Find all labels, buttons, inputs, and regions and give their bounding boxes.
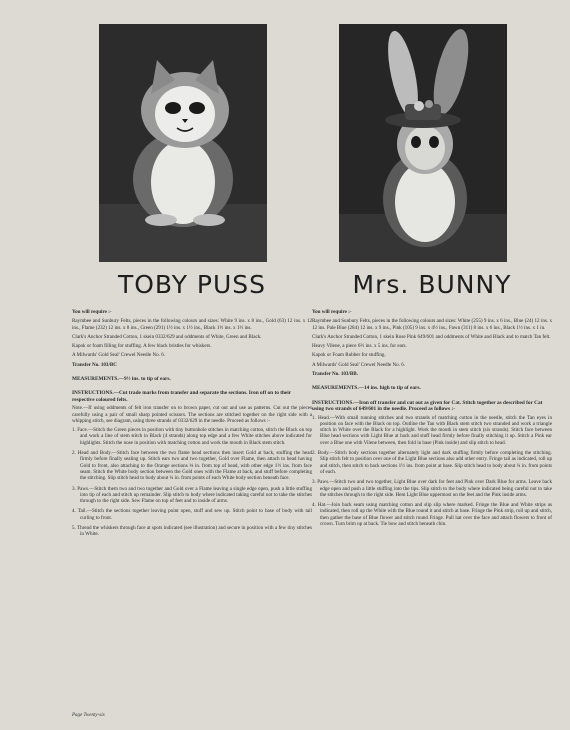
step-tail: 4. Tail.—Stitch the sections together leaving point open, stuff and sew up. Stitch point to base of body with tail curling to front. xyxy=(72,508,312,521)
step-head-body: 2. Head and Body.—Stitch face between the two flame head sections then insert Gold at back, stuffing the head firmly before finally sealing up. Stitch ears two and two together, Gold over Flame, then attach to head having Gold to front, also attaching to the Orange sections ⅛ in. from top of head, with other edge 1½ ins. from face seam. Stitch the White body section between the Gold ones with the Flame at back, and stuff before completing the stitching. Slip stitch head to body about ¼ in. from points of each White body section beneath face. xyxy=(72,450,312,482)
materials-transfer: Transfer No. 103/BB. xyxy=(312,371,358,378)
page-number: Page Twenty-six xyxy=(72,713,105,718)
step-paws: 3. Paws.—Stitch them two and two together and Gold over a Flame leaving a single edge open, push a little stuffing into tip of each and stitch up remainder. Slip stitch to body where indicated taking careful not to take the stitches through to the right side. Sew Flame on top of feet and to inside of arms. xyxy=(72,485,312,505)
toby-puss-title: TOBY PUSS xyxy=(117,270,267,299)
step-face: 1. Face.—Stitch the Green pieces in position with tiny buttonhole stitches in matching cotton, stitch the Black on top and work a line of stem stitch in Black (4 strands) along top edge and a few White stitches above indicated for highlights. Stitch the nose in position with matching cotton and work the mouth in Black stem stitch. xyxy=(72,427,312,446)
instructions-heading: INSTRUCTIONS.—Cut trade marks from transfer and separate the sections. Iron off on to their respective coloured felts. xyxy=(72,390,291,403)
step-whiskers: 5. Thread the whiskers through face at spots indicated (see illustration) and secure in position with a few tiny stitches in White. xyxy=(72,525,312,538)
step-hat: 4. Hat.—Join back seam using matching cotton and slip slip where marked. Fringe the Blue and White strips as indicated, then roll up the White with the Blue round it and stitch at base. Fringe the Pink strip, roll up and stitch, then gather the base of Blue flower and stitch round Fringe. Pull hat over the face and attach flowers to front of crown. Turn brim up at back. Tie bow and stitch beneath chin. xyxy=(312,502,552,528)
mrs-bunny-title: Mrs. BUNNY xyxy=(352,270,512,299)
cat-toy-illustration xyxy=(99,24,267,262)
mrs-bunny-photo xyxy=(339,24,507,262)
materials-vilene: Heavy Vilene, a piece 6½ ins. x 5 ins. for ears. xyxy=(312,343,407,350)
materials-needle: A Milwards' Gold Seal' Crewel Needle No. 6. xyxy=(72,352,166,359)
materials-felts: Raymbee and Sunbury Felts, pieces in the following colours and sizes: White 9 ins. x 8 ins., Gold (63) 12 ins. x 12 ins., Flame (232) 12 ins. x 8 ins., Green (291) 1½ ins. x 1½ ins., Black 1½ ins. x 1½ ins. xyxy=(72,318,312,331)
measurements: MEASUREMENTS.—9½ ins. to tip of ears. xyxy=(72,376,171,383)
materials-kapok: Kapok or foam filling for stuffing. A few black bristles for whiskers. xyxy=(72,343,212,350)
step-paws: 3. Paws.—Stitch two and two together, Light Blue over dark for feet and Pink over Dark Blue for arms. Leave back edge open and push a little stuffing into the tips. Slip stitch to the body where indicated being careful not to take the stitches through to the right side. Hem Light Blue uppermost on the feet and the Pink inside arms. xyxy=(312,479,552,498)
materials-cotton: Clark's Anchor Stranded Cotton, 1 skein 0332/629 and oddments of White, Green and Black. xyxy=(72,333,262,340)
requires-heading: You will require :- xyxy=(312,309,352,315)
materials-cotton: Clark's Anchor Stranded Cotton, 1 skein Rose Pink 649/601 and oddments of White and Black and to match Tan felt. xyxy=(312,333,551,340)
step-body: 2. Body.—Stitch body sections together alternately light and dark stuffing firmly before completing the stitching. Slip stitch felt to position over one of the Light Blue sections also add other entry. Fringe tail as indicated, roll up and stitch, then stitch to back sections 1½ ins. from point at base. Slip stitch head to body about ¼ in. from points of each. xyxy=(312,450,552,475)
mrs-bunny-column xyxy=(312,270,552,531)
instructions-heading: INSTRUCTIONS.—Iron off transfer and cut out as given for Cat. Stitch together as described for Cat using two strands of 649/601 in the needle. Proceed as follows :- xyxy=(312,399,543,413)
measurements: MEASUREMENTS.—14 ins. high to tip of ears. xyxy=(312,385,421,392)
materials-transfer: Transfer No. 103/BC xyxy=(72,361,117,368)
requires-heading: You will require :- xyxy=(72,309,112,315)
instructions-note: Note.—If using oddments of felt iron transfer on to brown paper, cut out and use as patterns. Cut out the pieces carefully using a pair of small sharp pointed scissors. The sections are stitched together on the right side with a whipping stitch, see diagram, using three strands of 0332/629 in the needle. Proceed as follows :- xyxy=(72,405,312,424)
materials-needle: A Milwards' Gold Seal' Crewel Needle No. 6. xyxy=(312,361,406,368)
toby-puss-photo xyxy=(99,24,267,262)
step-head: 1. Head.—With small running stitches and two strands of matching cotton in the needle, stitch the Tan eyes in position on face with the Black on top. Outline the Tan with Black stem stitch two stranded and work a triangle stitch in White over the Black for a highlight. Work the mouth in stem stitch (six strands). Stitch face between Blue head sections with Light Blue at back and stuff head firmly before finally stitching it up. Stitch a Pink ear over a Blue one with Vilene between, then fold in base (Pink inside) and slip stitch to head. xyxy=(312,414,552,446)
bunny-toy-illustration xyxy=(339,24,507,262)
materials-felts: Raymbee and Sunbury Felts, pieces in the following colours and sizes: White (255) 9 ins. x 6 ins., Blue (24) 12 ins. x 12 ins. Pale Blue (284) 12 ins. x 9 ins., Pink (105) 9 ins. x 4½ ins., Fawn (311) 8 ins. x 6 ins., Black 1½ ins. x 1 in. xyxy=(312,318,552,331)
toby-puss-column xyxy=(72,270,312,542)
materials-kapok: Kapok or Foam Rubber for stuffing. xyxy=(312,352,386,359)
